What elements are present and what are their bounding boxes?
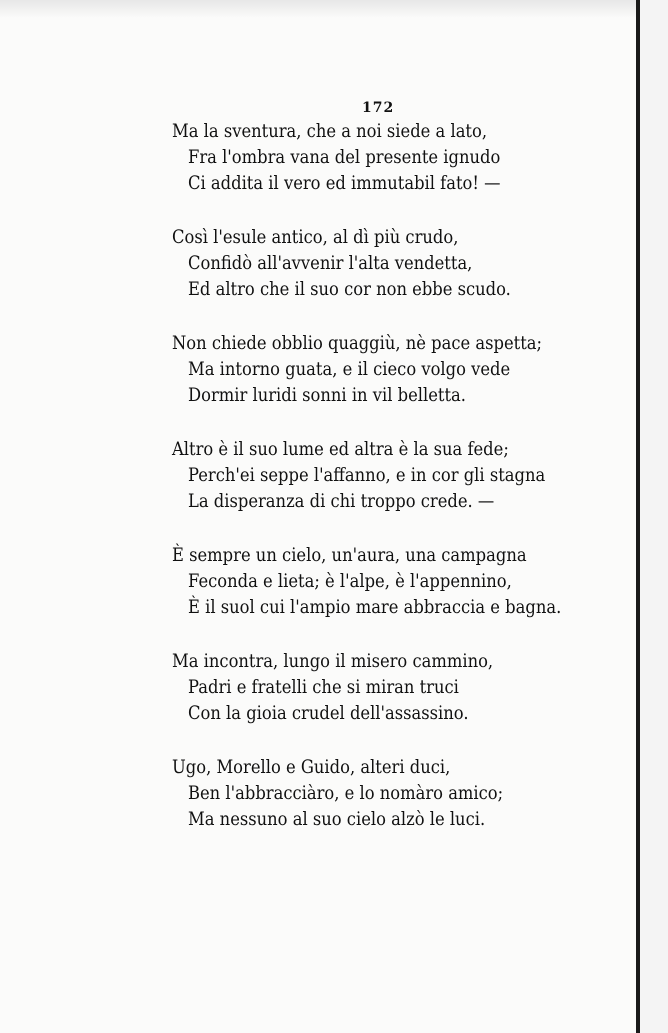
poem-line: Così l'esule antico, al dì più crudo, <box>172 226 459 248</box>
stanza-5 <box>172 542 622 620</box>
poem-line: Altro è il suo lume ed altra è la sua fede; <box>172 438 509 460</box>
stanza-4 <box>172 436 622 514</box>
stanza-2 <box>172 224 622 302</box>
poem-line: Confidò all'avvenir l'alta vendetta, <box>188 252 473 274</box>
poem-line: Ma nessuno al suo cielo alzò le luci. <box>188 808 486 830</box>
stanza-1 <box>172 118 622 196</box>
poem-line: Fra l'ombra vana del presente ignudo <box>188 146 501 168</box>
poem <box>172 118 622 860</box>
page-number: 172 <box>362 100 395 116</box>
poem-line: Ma incontra, lungo il misero cammino, <box>172 650 494 672</box>
poem-line: Con la gioia crudel dell'assassino. <box>188 702 469 724</box>
poem-line: È sempre un cielo, un'aura, una campagna <box>172 544 527 566</box>
scan-margin <box>640 0 668 1033</box>
poem-line: Ma la sventura, che a noi siede a lato, <box>172 120 488 142</box>
poem-line: Non chiede obblio quaggiù, nè pace aspetta; <box>172 332 543 354</box>
poem-line: La disperanza di chi troppo crede. — <box>188 490 495 512</box>
poem-line: Feconda e lieta; è l'alpe, è l'appennino, <box>188 570 512 592</box>
poem-line: Dormir luridi sonni in vil belletta. <box>188 384 466 406</box>
poem-line: Ed altro che il suo cor non ebbe scudo. <box>188 278 511 300</box>
poem-line: Perch'ei seppe l'affanno, e in cor gli stagna <box>188 464 546 486</box>
poem-line: Ci addita il vero ed immutabil fato! — <box>188 172 501 194</box>
poem-line: Padri e fratelli che si miran truci <box>188 676 459 698</box>
poem-line: Ugo, Morello e Guido, alteri duci, <box>172 756 451 778</box>
stanza-6 <box>172 648 622 726</box>
poem-line: Ben l'abbracciàro, e lo nomàro amico; <box>188 782 504 804</box>
poem-line: È il suol cui l'ampio mare abbraccia e bagna. <box>188 596 562 618</box>
poem-line: Ma intorno guata, e il cieco volgo vede <box>188 358 511 380</box>
stanza-3 <box>172 330 622 408</box>
scan-shadow <box>0 0 636 18</box>
stanza-7 <box>172 754 622 832</box>
